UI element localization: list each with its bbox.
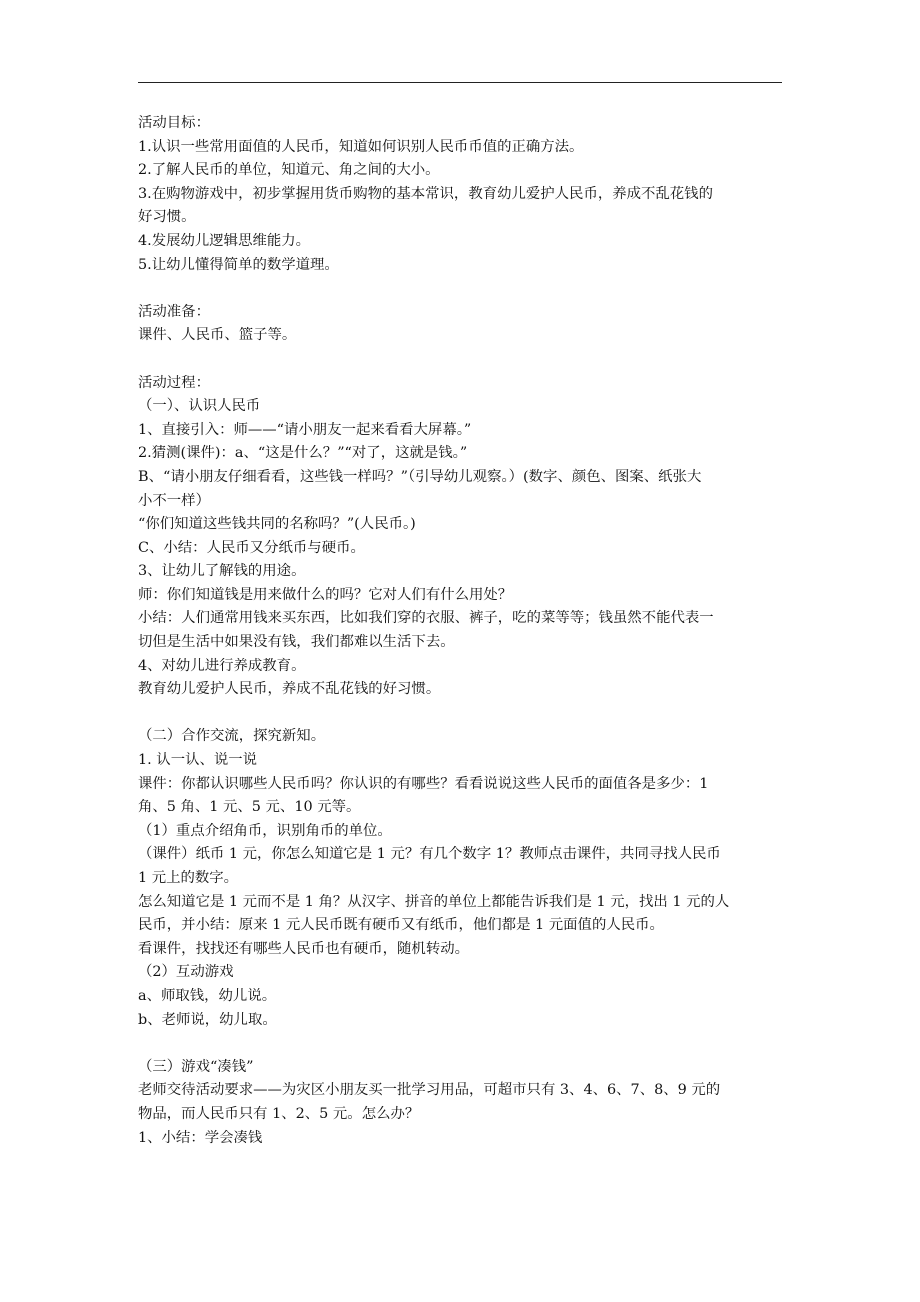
process-line: b、老师说，幼儿取。 (138, 1011, 277, 1028)
process-line: C、小结：人民币又分纸币与硬币。 (138, 539, 365, 556)
preparation-heading: 活动准备： (138, 303, 210, 320)
process-line: 怎么知道它是 1 元而不是 1 角？从汉字、拼音的单位上都能告诉我们是 1 元，找出 1 元的人 (138, 893, 730, 910)
process-line: 1. 认一认、说一说 (138, 752, 258, 769)
objective-line: 3.在购物游戏中，初步掌握用货币购物的基本常识，教育幼儿爱护人民币，养成不乱花钱的 (138, 185, 713, 202)
process-line: （二）合作交流，探究新知。 (138, 728, 326, 745)
objective-line: 4.发展幼儿逻辑思维能力。 (138, 232, 311, 249)
process-line: “你们知道这些钱共同的名称吗？”(人民币。) (138, 516, 416, 533)
objective-line: 1.认识一些常用面值的人民币，知道如何识别人民币币值的正确方法。 (138, 138, 584, 155)
process-line: a、师取钱，幼儿说。 (138, 987, 277, 1004)
process-line: 1、直接引入：师——“请小朋友一起来看看大屏幕。” (138, 421, 472, 438)
blank-line (138, 348, 786, 372)
header-rule (138, 82, 782, 83)
process-line: 看课件，找找还有哪些人民币也有硬币，随机转动。 (138, 940, 469, 957)
process-line: 师：你们知道钱是用来做什么的吗？它对人们有什么用处？ (138, 586, 513, 603)
objectives-heading: 活动目标： (138, 115, 210, 131)
process-line: 4、对幼儿进行养成教育。 (138, 657, 306, 674)
objective-line: 2.了解人民币的单位，知道元、角之间的大小。 (138, 162, 440, 179)
process-line: 切但是生活中如果没有钱，我们都难以生活下去。 (138, 634, 455, 651)
objective-line: 5.让幼儿懂得简单的数学道理。 (138, 256, 339, 273)
process-line: 角、5 角、1 元、5 元、10 元等。 (138, 799, 361, 816)
process-line: （2）互动游戏 (138, 964, 234, 981)
process-line: 3、让幼儿了解钱的用途。 (138, 563, 306, 580)
blank-line (138, 702, 786, 726)
process-line: （课件）纸币 1 元，你怎么知道它是 1 元？有几个数字 1？教师点击课件，共同寻找人民币 (138, 846, 721, 863)
process-line: 民币，并小结：原来 1 元人民币既有硬币又有纸币，他们都是 1 元面值的人民币。 (138, 917, 664, 934)
process-line: 老师交待活动要求——为灾区小朋友买一批学习用品，可超市只有 3、4、6、7、8、9 元的 (138, 1082, 721, 1099)
preparation-text: 课件、人民币、篮子等。 (138, 327, 297, 344)
blank-line (138, 1032, 786, 1056)
document-body (138, 112, 786, 1150)
process-line: 教育幼儿爱护人民币，养成不乱花钱的好习惯。 (138, 681, 441, 698)
process-line: 课件：你都认识哪些人民币吗？你认识的有哪些？看看说说这些人民币的面值各是多少：1 (138, 775, 709, 792)
process-line: （1）重点介绍角币，识别角币的单位。 (138, 822, 392, 839)
process-line: 小结：人们通常用钱来买东西，比如我们穿的衣服、裤子，吃的菜等等；钱虽然不能代表一 (138, 610, 714, 627)
process-line: 1、小结：学会凑钱 (138, 1129, 263, 1146)
process-line: 小不一样） (138, 492, 210, 509)
objective-line: 好习惯。 (138, 209, 196, 226)
process-line: （三）游戏“凑钱” (138, 1058, 254, 1075)
process-line: （一）、认识人民币 (138, 398, 261, 415)
process-heading: 活动过程： (138, 374, 210, 391)
process-line: B、“请小朋友仔细看看，这些钱一样吗？”（引导幼儿观察。）(数字、颜色、图案、纸张大 (138, 468, 702, 485)
process-line: 1 元上的数字。 (138, 870, 239, 886)
process-line: 2.猜测(课件)：a、“这是什么？”“对了，这就是钱。” (138, 445, 468, 462)
process-line: 物品，而人民币只有 1、2、5 元。怎么办？ (138, 1105, 420, 1122)
blank-line (138, 277, 786, 301)
